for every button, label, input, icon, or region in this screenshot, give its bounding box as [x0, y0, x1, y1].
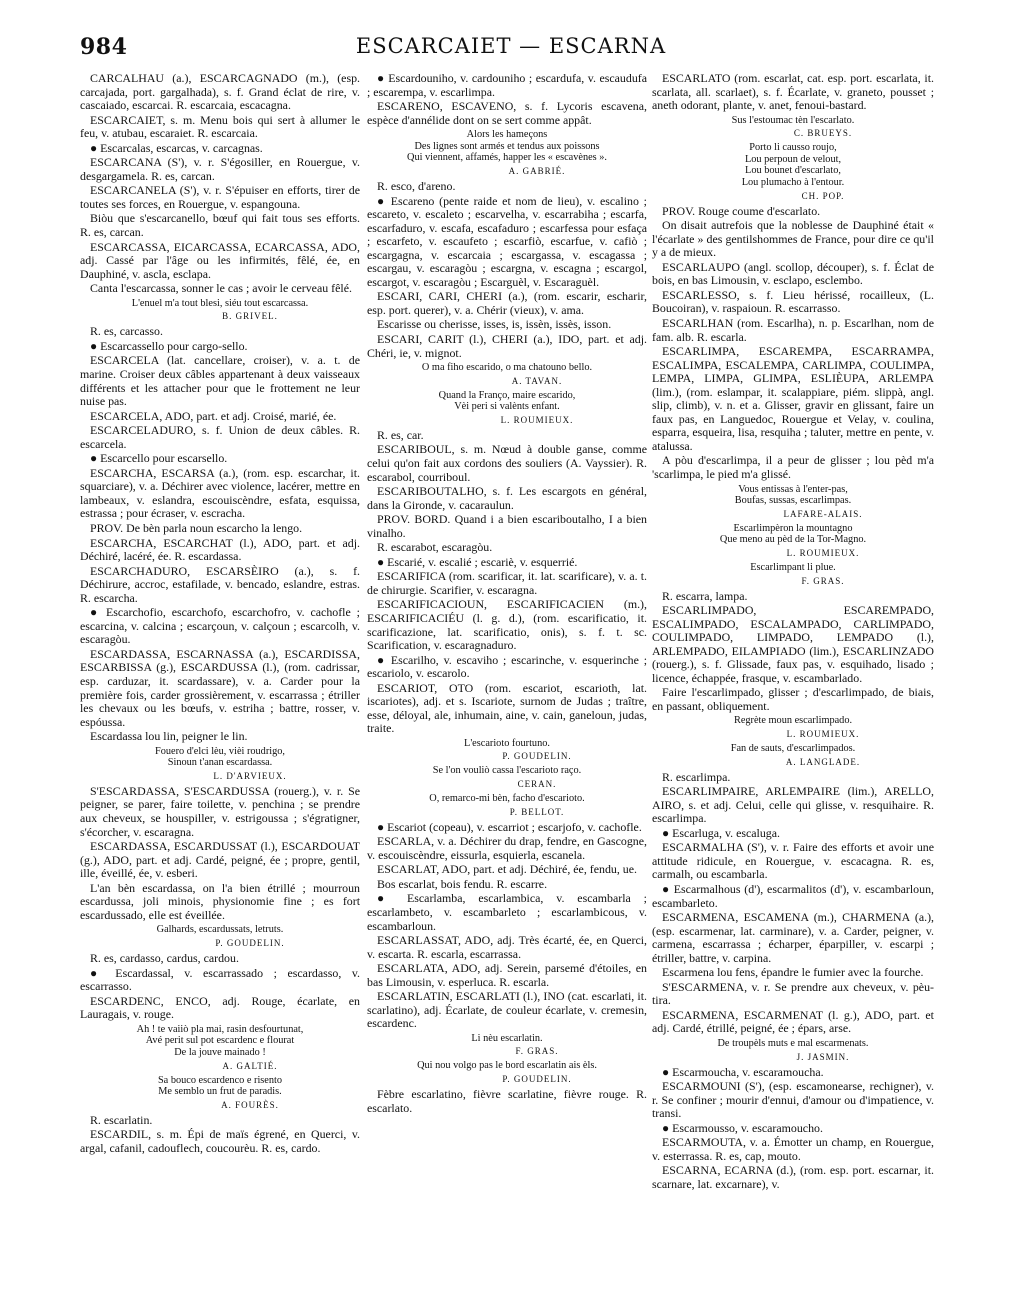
dictionary-entry: ● Escarmalhous (d'), escarmalitos (d'), v. escambarloun, escambarleto.	[652, 882, 934, 910]
quotation: De troupèls muts e mal escarmenats.	[717, 1038, 869, 1050]
dictionary-entry: ESCARMOUNI (S'), (esp. escamonearse, rechigner), v. r. Se confiner ; mourir d'ennui, d'amour ou d'impatience, v. transi.	[652, 1079, 934, 1121]
dictionary-entry: R. es, car.	[377, 427, 424, 442]
quotation: Porto li causso roujo, Lou perpoun de velout, Lou bounet d'escarlato, Lou plumacho à l'entour.	[741, 142, 845, 189]
column-left	[80, 72, 360, 1292]
quotation: Ah ! te vaiiò pla mai, rasin desfourtunat, Avé perit sul pot escardenc e flourat De la jouve mainado !	[136, 1023, 304, 1058]
dictionary-entry: Bos escarlat, bois fendu. R. escarre.	[377, 876, 548, 891]
dictionary-entry: ESCARIOT, OTO (rom. escariot, escarioth, lat. iscariotes), adj. et s. Iscariote, surnom de Judas ; traître, esse, déloyal, ale, inhumain, aine, v. cain, ganeloun, judas, traite.	[367, 680, 647, 736]
quotation: Sus l'estoumac tèn l'escarlato.	[731, 114, 855, 126]
quotation: Regrète moun escarlimpado.	[733, 715, 853, 727]
dictionary-entry: ESCARCELADURO, s. f. Union de deux câbles. R. escarcela.	[80, 423, 360, 451]
dictionary-entry: ESCARDENC, ENCO, adj. Rouge, écarlate, en Lauragais, v. rouge.	[80, 993, 360, 1022]
dictionary-entry: R. escarlatin.	[90, 1112, 153, 1127]
quotation-author: A. TAVAN.	[511, 375, 563, 386]
dictionary-entry: ESCARCHA, ESCARSA (a.), (rom. esp. escarchar, it. squarciare), v. a. Déchirer avec violence, lacérer, mettre en lambeaux, v. eslandra, escouiscèndre, esfata, esquissa, estrassa ; pour écraser, v. escracha.	[80, 465, 360, 521]
quotation: O ma fiho escarido, o ma chatouno bello.	[421, 362, 593, 374]
quotation-author: A. LANGLADE.	[785, 756, 861, 767]
quotation: Li nèu escarlatin.	[471, 1032, 543, 1044]
dictionary-entry: ESCARLIMPAIRE, ARLEMPAIRE (lim.), ARELLO, AIRO, s. et adj. Celui, celle qui glisse, v. resquihaire. R. escarlimpa.	[652, 784, 934, 826]
dictionary-entry: ● Escarlamba, escarlambica, v. escambarla ; escarlambeto, v. escambarleto ; escarlambicous, v. escambarloun.	[367, 891, 647, 933]
dictionary-entry: ESCARLA, v. a. Déchirer du drap, fendre, en Gascogne, v. escouiscèndre, eissurla, esquierla, escanela.	[367, 834, 647, 862]
dictionary-entry: ESCARLESSO, s. f. Lieu hérissé, rocailleux, (L. Boucoiran), v. raspaioun. R. escarrasso.	[652, 287, 934, 316]
dictionary-entry: ESCARCELA (lat. cancellare, croiser), v. a. t. de marine. Croiser deux câbles appartenant à deux vaisseaux différents et les attacher pour que le frottement ne leur nuise pas.	[80, 353, 360, 409]
dictionary-entry: ESCARCELA, ADO, part. et adj. Croisé, marié, ée.	[90, 408, 337, 423]
dictionary-entry: ● Escareno (pente raide et nom de lieu), v. escalino ; escareto, v. escaleto ; escarvelha, v. escarrabiha ; escarfa, escarfaduro, v. escafa, escafaduro ; escarfessa pour esfaça ; escarfeto, v. escaufeto ; escarfiò, escarfue, v. cafiò ; escargagna, v. escarcaia ; escargassa, v. escagassa ; escargau, v. escaragòu ; escargna, v. escagna ; escargol, escargot, v. escaragòu ; Escarguèl, v. Escaraguèl.	[367, 193, 647, 289]
quotation-author: CH. POP.	[801, 190, 845, 201]
quotation-author: L. ROUMIEUX.	[786, 547, 860, 558]
dictionary-entry: ESCARLASSAT, ADO, adj. Très écarté, ée, en Querci, v. escarta. R. escarla, escarrassa.	[367, 933, 647, 961]
dictionary-entry: ESCARMALHA (S'), v. r. Faire des efforts et avoir une attitude ridicule, en Rouergue, v. escacagna. R. es, carmalh, ou escambarla.	[652, 840, 934, 882]
dictionary-entry: ● Escardassal, v. escarrassado ; escardasso, v. escarrasso.	[80, 965, 360, 994]
dictionary-entry: ● Escarmousso, v. escaramoucho.	[662, 1120, 823, 1135]
dictionary-entry: ESCARDASSA, ESCARNASSA (a.), ESCARDISSA, ESCARBISSA (g.), ESCARDUSSA (l.), (rom. cadrissar, esp. carduzar, it. scardassare), v. a. Carder pour la première fois, carder grossièrement, v. escarrassa ; étriller les chevaux ou les bœufs, v. estriha ; battre, rosser, v. espóussa.	[80, 646, 360, 729]
dictionary-entry: R. escarabot, escaragòu.	[377, 540, 493, 555]
dictionary-entry: ● Escarcalas, escarcas, v. carcagnas.	[90, 140, 263, 155]
dictionary-entry: ESCARLIMPA, ESCAREMPA, ESCARRAMPA, ESCALIMPA, ESCALEMPA, CARLIMPA, COULIMPA, LEMPA, LIMPA, GLIMPA, ESLIÈUPA, ARLEMPA (lim.), (rom. eslampar, it. scalappiare, piém. slippà, angl. slip, climb), v. n. et a. Glisser, gravir en glissant, faire un faux pas, en Languedoc, Rouergue et Velay, v. coulina, esparra, esqueira, lisa, resquiha ; taluter, mettre en pente, v. atalussa.	[652, 344, 934, 453]
dictionary-entry: ESCARENO, ESCAVENO, s. f. Lycoris escavena, espèce d'annélide dont on se sert comme appât.	[367, 99, 647, 127]
dictionary-entry: ESCARDIL, s. m. Épi de maïs égrené, en Querci, v. argal, cafanil, cadouflech, coucourèu. R. es, cardo.	[80, 1127, 360, 1155]
quotation: Sa bouco escardenco e risento Me semblo un frut de paradis.	[157, 1074, 283, 1098]
quotation-author: L. ROUMIEUX.	[500, 414, 574, 425]
dictionary-entry: ESCARI, CARIT (l.), CHERI (a.), IDO, part. et adj. Chéri, ie, v. mignot.	[367, 331, 647, 360]
dictionary-entry: L'an bèn escardassa, on l'a bien étrillé ; mourroun escardussa, joli minois, physionomie fine ; es fort escardussado, elle est éveillée.	[80, 880, 360, 922]
dictionary-entry: ESCARIBOUTALHO, s. f. Les escargots en général, dans la Gironde, v. cacaraulun.	[367, 484, 647, 512]
dictionary-entry: Fèbre escarlatino, fièvre scarlatine, fièvre rouge. R. escarlato.	[367, 1087, 647, 1115]
quotation-author: L. D'ARVIEUX.	[213, 770, 287, 781]
quotation: Qui nou volgo pas le bord escarlatin ais èls.	[417, 1060, 597, 1072]
quotation-author: A. FOURÈS.	[221, 1099, 279, 1110]
quotation: Se l'on vouliò cassa l'escarioto raço.	[432, 765, 582, 777]
dictionary-entry: ESCARDASSA, ESCARDUSSAT (l.), ESCARDOUAT (g.), ADO, part. et adj. Cardé, peigné, ée ; propre, gentil, ille, éveillé, ée, v. esberi.	[80, 839, 360, 881]
quotation-author: P. GOUDELIN.	[502, 1074, 572, 1085]
dictionary-entry: Escardassa lou lin, peigner le lin.	[90, 729, 248, 744]
quotation: O, remarco-mi bèn, facho d'escarioto.	[429, 793, 585, 805]
dictionary-entry: PROV. BORD. Quand i a bien escariboutalho, I a bien vinalho.	[367, 512, 647, 540]
dictionary-entry: ESCARCASSA, EICARCASSA, ECARCASSA, ADO, adj. Cassé par l'âge ou les infirmités, fêlé, ée, en Dauphiné, v. ascla, esclapa.	[80, 239, 360, 281]
column-middle	[367, 72, 647, 1292]
quotation: Escarlimpèron la mountagno Que meno au pèd de la Tor-Magno.	[719, 522, 867, 546]
quotation: Fouero d'elci lèu, vièi roudrigo, Sinoun t'anan escardassa.	[155, 745, 285, 769]
quotation-author: L. ROUMIEUX.	[786, 729, 860, 740]
quotation-author: P. GOUDELIN.	[215, 938, 285, 948]
quotation: Quand la Franço, maire escarido, Vèi peri si valènts enfant.	[438, 389, 576, 413]
quotation-author: C. BRUEYS.	[793, 128, 853, 139]
dictionary-entry: PROV. Rouge coume d'escarlato.	[662, 203, 821, 218]
dictionary-entry: ESCARLATO (rom. escarlat, cat. esp. port. escarlata, it. scarlata, all. scarlaet), s. f. Écarlate, v. graneto, pousset ; aneth odorant, plante, v. anet, fenoui-bastard.	[652, 72, 934, 113]
dictionary-entry: ● Escarcassello pour cargo-sello.	[90, 338, 248, 353]
quotation: Vous entissas à l'enter-pas, Boufas, sussas, escarlimpas.	[734, 483, 852, 507]
dictionary-entry: ESCARCANA (S'), v. r. S'égosiller, en Rouergue, v. desgargamela. R. es, carcan.	[80, 155, 360, 183]
dictionary-entry: Faire l'escarlimpado, glisser ; d'escarlimpado, de biais, en passant, obliquement.	[652, 685, 934, 713]
quotation: L'escarioto fourtuno.	[464, 737, 550, 749]
dictionary-entry: ESCARLATA, ADO, adj. Serein, parsemé d'étoiles, en bas Limousin, v. esperluca. R. escarla.	[367, 961, 647, 989]
dictionary-entry: R. es, carcasso.	[90, 324, 163, 339]
dictionary-entry: PROV. De bèn parla noun escarcho la lengo.	[90, 521, 303, 535]
dictionary-entry: R. es, cardasso, cardus, cardou.	[90, 951, 239, 965]
dictionary-entry: ESCARMOUTA, v. a. Émotter un champ, en Rouergue, v. esterrassa. R. es, cap, mouto.	[652, 1135, 934, 1163]
dictionary-entry: Escarisse ou cherisse, isses, is, issèn, issès, isson.	[377, 317, 612, 332]
dictionary-entry: S'ESCARDASSA, S'ESCARDUSSA (rouerg.), v. r. Se peigner, se parer, faire toilette, v. penchina ; se prendre aux cheveux, se houspiller, v. estrigoussa ; s'égratigner, s'écorcher, v. escaragna.	[80, 783, 360, 839]
dictionary-entry: ESCARLHAN (rom. Escarlha), n. p. Escarlhan, nom de fam. alb. R. escarla.	[652, 315, 934, 344]
quotation-author: A. GABRIÉ.	[508, 165, 566, 176]
dictionary-entry: ESCARIFICACIOUN, ESCARIFICACIEN (m.), ESCARIFICACIÉU (l. g. d.), (rom. escarificatio, it. scarificazione, lat. scarificatio, onis), s. f. t. sc. Scarification, v. escaragnaduro.	[367, 597, 647, 653]
dictionary-entry: ESCARLIMPADO, ESCAREMPADO, ESCALIMPADO, ESCALAMPADO, CARLIMPADO, COULIMPADO, LIMPADO, LEMPADO (l.), ARLEMPADO, EILAMPIADO (lim.), ESCARLINZADO (rouerg.), s. f. Glissade, faux pas, v. esquihado, lisado ; licence, échappée, frasque, v. escambarlado.	[652, 603, 934, 685]
dictionary-entry: A pòu d'escarlimpa, il a peur de glisser ; lou pèd m'a 'scarlimpa, le pied m'a glissé.	[652, 453, 934, 481]
dictionary-entry: ESCARCANELA (S'), v. r. S'épuiser en efforts, tirer de toutes ses forces, en Rouergue, v. espangouna.	[80, 183, 360, 211]
dictionary-entry: ● Escarié, v. escalié ; escariè, v. esquerrié.	[377, 554, 578, 569]
dictionary-entry: ESCARLAT, ADO, part. et adj. Déchiré, ée, fendu, ue.	[377, 862, 637, 877]
quotation-author: F. GRAS.	[515, 1046, 559, 1057]
dictionary-entry: ESCARIFICA (rom. scarificar, it. lat. scarificare), v. a. t. de chirurgie. Scarifier, v. escaragna.	[367, 569, 647, 597]
quotation-author: F. GRAS.	[801, 575, 845, 586]
quotation: Alors les hameçons Des lignes sont armés et tendus aux poissons Qui viennent, affamés, happer les « escavènes ».	[407, 129, 607, 164]
dictionary-entry: Canta l'escarcassa, sonner le cas ; avoir le cerveau fêlé.	[90, 281, 352, 296]
quotation: Fan de sauts, d'escarlimpados.	[730, 743, 856, 755]
dictionary-entry: ESCARNA, ECARNA (d.), (rom. esp. port. escarnar, it. scarnare, lat. excarnare), v.	[652, 1163, 934, 1191]
dictionary-entry: CARCALHAU (a.), ESCARCAGNADO (m.), (esp. carcajada, port. gargalhada), s. f. Grand éclat de rire, v. cascaiado, escarcai. R. escarcaia, escacagna.	[80, 72, 360, 113]
dictionary-entry: ● Escarluga, v. escaluga.	[662, 825, 781, 840]
dictionary-entry: ESCARCAIET, s. m. Menu bois qui sert à allumer le feu, v. atubau, escaraiet. R. escarcaia.	[80, 112, 360, 141]
quotation-author: P. BELLOT.	[509, 806, 565, 817]
dictionary-entry: ● Escarcello pour escarsello.	[90, 451, 228, 466]
dictionary-entry: S'ESCARMENA, v. r. Se prendre aux cheveux, v. pèu-tira.	[652, 979, 934, 1008]
dictionary-entry: R. escarlimpa.	[662, 769, 731, 784]
dictionary-entry: ● Escarmoucha, v. escaramoucha.	[662, 1064, 824, 1079]
dictionary-entry: ESCARI, CARI, CHERI (a.), (rom. escarir, escharir, esp. port. querer), v. a. Chérir (vieux), v. ama.	[367, 289, 647, 317]
dictionary-entry: ● Escarchofio, escarchofo, escarchofro, v. cachofle ; escarcina, v. calcina ; escarçoun, v. calçoun ; escarcolh, v. escaragòu.	[80, 605, 360, 647]
dictionary-entry: On disait autrefois que la noblesse de Dauphiné était « l'écarlate » des gentilshommes de France, pour dire ce qu'il y a de mieux.	[652, 218, 934, 260]
page-title: ESCARCAIET — ESCARNA	[355, 34, 667, 58]
dictionary-entry: ESCARIBOUL, s. m. Nœud à double ganse, comme celui qu'on fait aux cordons des souliers (A. Vayssier). R. escarabol, courriboul.	[367, 442, 647, 484]
quotation: L'enuel m'a tout blesi, siéu tout escarcassa.	[131, 297, 309, 309]
dictionary-entry: ESCARMENA, ESCARMENAT (l. g.), ADO, part. et adj. Cardé, étrillé, peigné, ée ; épars, arse.	[652, 1007, 934, 1036]
quotation: Galhards, escardussats, letruts.	[156, 924, 284, 936]
dictionary-entry: ● Escardouniho, v. cardouniho ; escardufa, v. escaudufa ; escarempa, v. escarlimpa.	[367, 72, 647, 99]
page-number: 984	[80, 34, 128, 60]
quotation-author: B. GRIVEL.	[222, 311, 278, 322]
dictionary-entry: Escarmena lou fens, épandre le fumier avec la fourche.	[662, 965, 924, 980]
dictionary-entry: ESCARCHADURO, ESCARSÈIRO (a.), s. f. Déchirure, accroc, estafilade, v. bencado, eslandre, estras. R. escarcha.	[80, 563, 360, 605]
dictionary-entry: ESCARLAUPO (angl. scollop, découper), s. f. Éclat de bois, en bas Limousin, v. esclapo, esclembo.	[652, 259, 934, 288]
quotation-author: A. GALTIÉ.	[222, 1060, 278, 1071]
quotation-author: P. GOUDELIN.	[502, 751, 572, 762]
dictionary-entry: ● Escariot (copeau), v. escarriot ; escarjofo, v. cachofle.	[377, 819, 642, 834]
dictionary-entry: R. escarra, lampa.	[662, 588, 748, 603]
dictionary-entry: ESCARMENA, ESCAMENA (m.), CHARMENA (a.), (esp. escarmenar, lat. carminare), v. a. Carder, peigner, v. carmena, escarrassa ; écharper, éparpiller, v. escarpi ; étriller, battre, v. carpina.	[652, 910, 934, 965]
running-header	[76, 34, 946, 64]
quotation: Escarlimpant li plue.	[750, 561, 836, 573]
quotation-author: J. JASMIN.	[796, 1051, 850, 1062]
dictionary-entry: Biòu que s'escarcanello, bœuf qui fait tous ses efforts. R. es, carcan.	[80, 211, 360, 240]
column-right	[652, 72, 934, 1292]
quotation-author: LAFARE-ALAIS.	[783, 508, 863, 519]
dictionary-entry: R. esco, d'areno.	[377, 178, 456, 193]
quotation-author: CERAN.	[517, 779, 557, 790]
dictionary-entry: ESCARCHA, ESCARCHAT (l.), ADO, part. et adj. Déchiré, lacéré, ée. R. escardassa.	[80, 535, 360, 564]
dictionary-entry: ● Escarilho, v. escaviho ; escarinche, v. esquerinche ; escariolo, v. escarolo.	[367, 652, 647, 681]
dictionary-entry: ESCARLATIN, ESCARLATI (l.), INO (cat. escarlati, it. scarlatino), adj. Écarlate, de couleur écarlate, v. cremesin, escardenc.	[367, 989, 647, 1031]
